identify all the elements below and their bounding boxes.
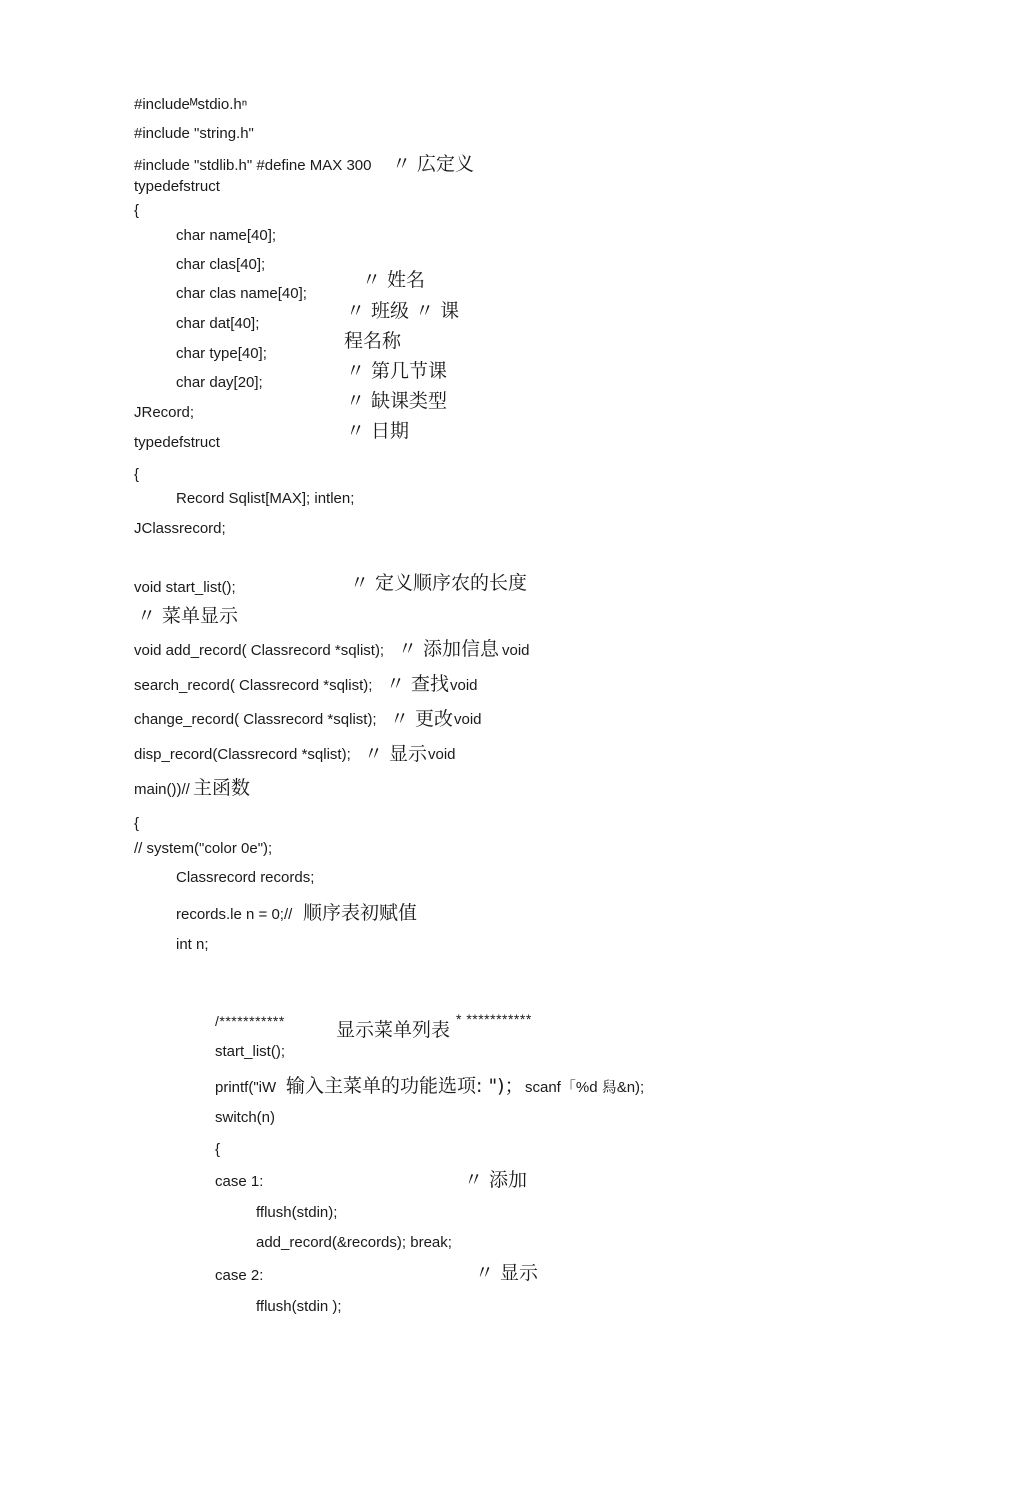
code-line: case 1: (215, 1173, 264, 1190)
code-line: Classrecord records; (176, 869, 315, 886)
code-line: change_record( Classrecord *sqlist); (134, 711, 377, 728)
code-comment: 〃 添加信息 (398, 638, 500, 660)
code-comment: 〃 显示 (475, 1262, 539, 1284)
code-line: search_record( Classrecord *sqlist); (134, 677, 373, 694)
code-line: int n; (176, 936, 209, 953)
code-line: scanf「%d 舄&n); (525, 1079, 645, 1096)
code-line: char type[40]; (176, 345, 267, 362)
code-keyword: void (450, 677, 478, 694)
code-comment: 〃 菜单显示 (137, 605, 239, 627)
field-comment: 〃 姓名 (362, 269, 426, 291)
code-line: JClassrecord; (134, 520, 226, 537)
code-keyword: void (502, 642, 530, 659)
code-line: #include "stdlib.h" #define MAX 300 (134, 157, 372, 174)
code-comment: 〃 更改 (390, 708, 454, 730)
code-line: switch(n) (215, 1109, 276, 1126)
code-line: void start_list(); (134, 579, 236, 596)
code-line: case 2: (215, 1267, 264, 1284)
code-line: printf("iW (215, 1079, 277, 1096)
code-line: // system("color 0e"); (134, 840, 273, 857)
code-comment: 显示菜单列表 (336, 1019, 451, 1041)
field-comment: 〃 班级 〃 课 (346, 300, 460, 322)
code-line: char name[40]; (176, 227, 277, 244)
code-line: #include "string.h" (134, 125, 254, 142)
code-line: typedefstruct (134, 434, 220, 451)
code-line: JRecord; (134, 404, 195, 421)
code-line: { (134, 815, 140, 832)
code-comment: 输入主菜单的功能选项: ")； (286, 1075, 524, 1097)
code-line: records.le n = 0;// (176, 906, 293, 923)
code-line: fflush(stdin); (256, 1204, 338, 1221)
code-line: char clas[40]; (176, 256, 266, 273)
code-line: #includeᴹstdio.hⁿ (134, 96, 248, 113)
code-line: fflush(stdin ); (256, 1298, 342, 1315)
code-line: { (134, 466, 140, 483)
code-comment: 顺序表初赋值 (303, 902, 418, 924)
code-line: start_list(); (215, 1043, 286, 1060)
code-line: void add_record( Classrecord *sqlist); (134, 642, 385, 659)
code-comment: 〃 查找 (386, 673, 450, 695)
code-comment: 〃 添加 (464, 1169, 528, 1191)
code-line: Record Sqlist[MAX]; intlen; (176, 490, 355, 507)
code-line: char dat[40]; (176, 315, 260, 332)
code-comment: 主函数 (193, 777, 251, 799)
code-keyword: void (428, 746, 456, 763)
code-comment: 〃 显示 (364, 743, 428, 765)
code-line: add_record(&records); break; (256, 1234, 452, 1251)
field-comment: 程名称 (344, 330, 402, 352)
code-line: disp_record(Classrecord *sqlist); (134, 746, 351, 763)
code-keyword: void (454, 711, 482, 728)
field-comment: 〃 日期 (346, 420, 410, 442)
code-line: { (215, 1141, 221, 1158)
code-line: * *********** (456, 1011, 532, 1027)
code-line: typedefstruct (134, 178, 220, 195)
code-line: /*********** (215, 1013, 285, 1029)
code-line: { (134, 202, 140, 219)
field-comment: 〃 缺课类型 (346, 390, 448, 412)
code-line: char clas name[40]; (176, 285, 307, 302)
code-comment: 〃 広定义 (392, 153, 475, 175)
field-comment: 〃 第几节课 (346, 360, 448, 382)
code-line: main())// (134, 781, 190, 798)
code-line: char day[20]; (176, 374, 263, 391)
code-comment: 〃 定义顺序农的长度 (350, 572, 528, 594)
